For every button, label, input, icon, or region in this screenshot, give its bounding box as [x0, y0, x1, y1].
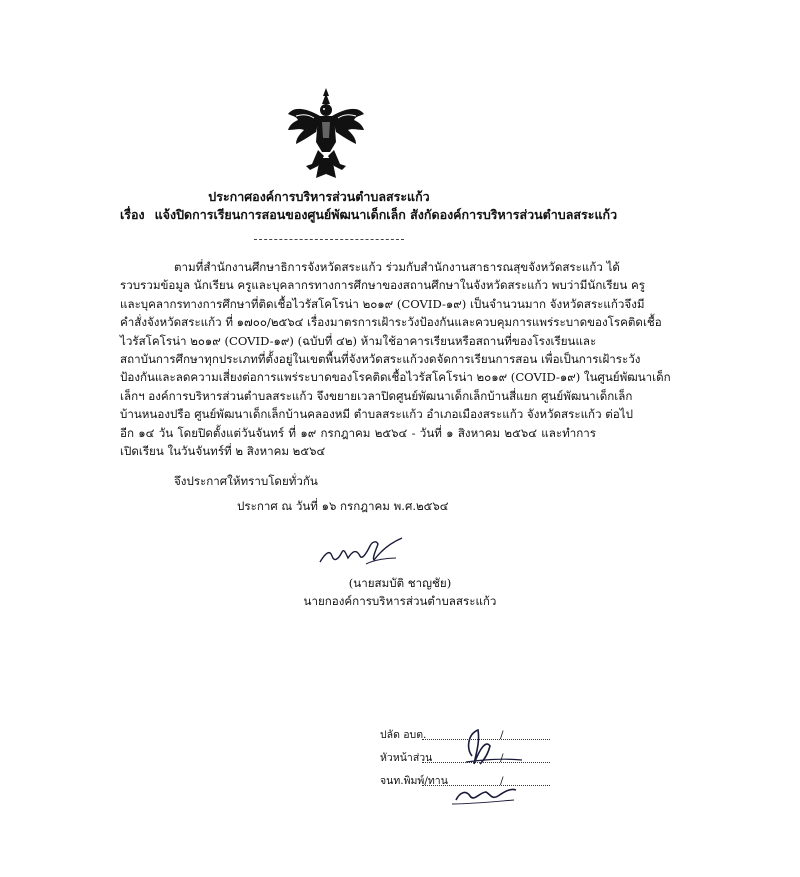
signer-title: นายกองค์การบริหารส่วนตำบลสระแก้ว [303, 594, 497, 608]
garuda-emblem-icon [286, 86, 366, 182]
routing-label: หัวหน้าส่วน [380, 752, 433, 764]
routing-slash: / [500, 729, 504, 741]
body-line: เล็กฯ องค์การบริหารส่วนตำบลสระแก้ว จึงขยายเวลาปิดศูนย์พัฒนาเด็กเล็กบ้านสี่แยก ศูนย์พัฒนาเด็กเล็ก [120, 388, 633, 403]
body-line: เปิดเรียน ในวันจันทร์ที่ ๒ สิงหาคม ๒๕๖๔ [120, 444, 326, 459]
initials-signature-icon [430, 720, 560, 812]
routing-slash: / [500, 775, 504, 787]
body-line: สถาบันการศึกษาทุกประเภทที่ตั้งอยู่ในเขตพื้นที่จังหวัดสระแก้วงดจัดการเรียนการสอน เพื่อเป็นการเฝ้าระวัง [120, 352, 641, 367]
subject-line [120, 207, 617, 223]
body-line: ไวรัสโคโรน่า ๒๐๑๙ (COVID-๑๙) (ฉบับที่ ๔๒) ห้ามใช้อาคารเรียนหรือสถานที่ของโรงเรียนและ [120, 333, 597, 348]
signer-name: (นายสมบัติ ชาญชัย) [348, 576, 452, 590]
routing-slash: / [500, 752, 504, 764]
body-line: คำสั่งจังหวัดสระแก้ว ที่ ๑๗๐๐/๒๕๖๔ เรื่องมาตรการเฝ้าระวังป้องกันและควบคุมการแพร่ระบาดของโรคติดเชื้อ [120, 315, 662, 330]
divider [254, 239, 404, 240]
subject-label: เรื่อง [120, 207, 145, 222]
routing-label: ปลัด อบต. [380, 729, 427, 741]
body-line: บ้านหนองปรือ ศูนย์พัฒนาเด็กเล็กบ้านคลองหมี ตำบลสระแก้ว อำเภอเมืองสระแก้ว จังหวัดสระแก้ว ต่อไป [120, 407, 633, 422]
body-line: ป้องกันและลดความเสี่ยงต่อการแพร่ระบาดของโรคติดเชื้อไวรัสโคโรน่า ๒๐๑๙ (COVID-๑๙) ในศูนย์พัฒนาเด็ก [120, 370, 671, 385]
document-heading: ประกาศองค์การบริหารส่วนตำบลสระแก้ว [208, 189, 430, 204]
subject-text: แจ้งปิดการเรียนการสอนของศูนย์พัฒนาเด็กเล็ก สังกัดองค์การบริหารส่วนตำบลสระแก้ว [154, 207, 618, 222]
signature-icon [316, 534, 406, 570]
body-line: รวบรวมข้อมูล นักเรียน ครูและบุคลากรทางการศึกษาของสถานศึกษาในจังหวัดสระแก้ว พบว่ามีนักเรียน ครู [120, 278, 645, 293]
routing-label: จนท.พิมพ์/ทาน [380, 775, 448, 787]
date-line: ประกาศ ณ วันที่ ๑๖ กรกฎาคม พ.ศ.๒๕๖๔ [237, 499, 449, 513]
body-line: และบุคลากรทางการศึกษาที่ติดเชื้อไวรัสโคโรน่า ๒๐๑๙ (COVID-๑๙) เป็นจำนวนมาก จังหวัดสระแก้วจึงมี [120, 296, 645, 311]
body-line: ตามที่สำนักงานศึกษาธิการจังหวัดสระแก้ว ร่วมกับสำนักงานสาธารณสุขจังหวัดสระแก้ว ได้ [174, 260, 620, 274]
announce-line: จึงประกาศให้ทราบโดยทั่วกัน [174, 474, 318, 488]
body-paragraph [120, 258, 671, 460]
body-line: อีก ๑๔ วัน โดยปิดตั้งแต่วันจันทร์ ที่ ๑๙ กรกฎาคม ๒๕๖๔ - วันที่ ๑ สิงหาคม ๒๕๖๔ และทำการ [120, 425, 596, 440]
